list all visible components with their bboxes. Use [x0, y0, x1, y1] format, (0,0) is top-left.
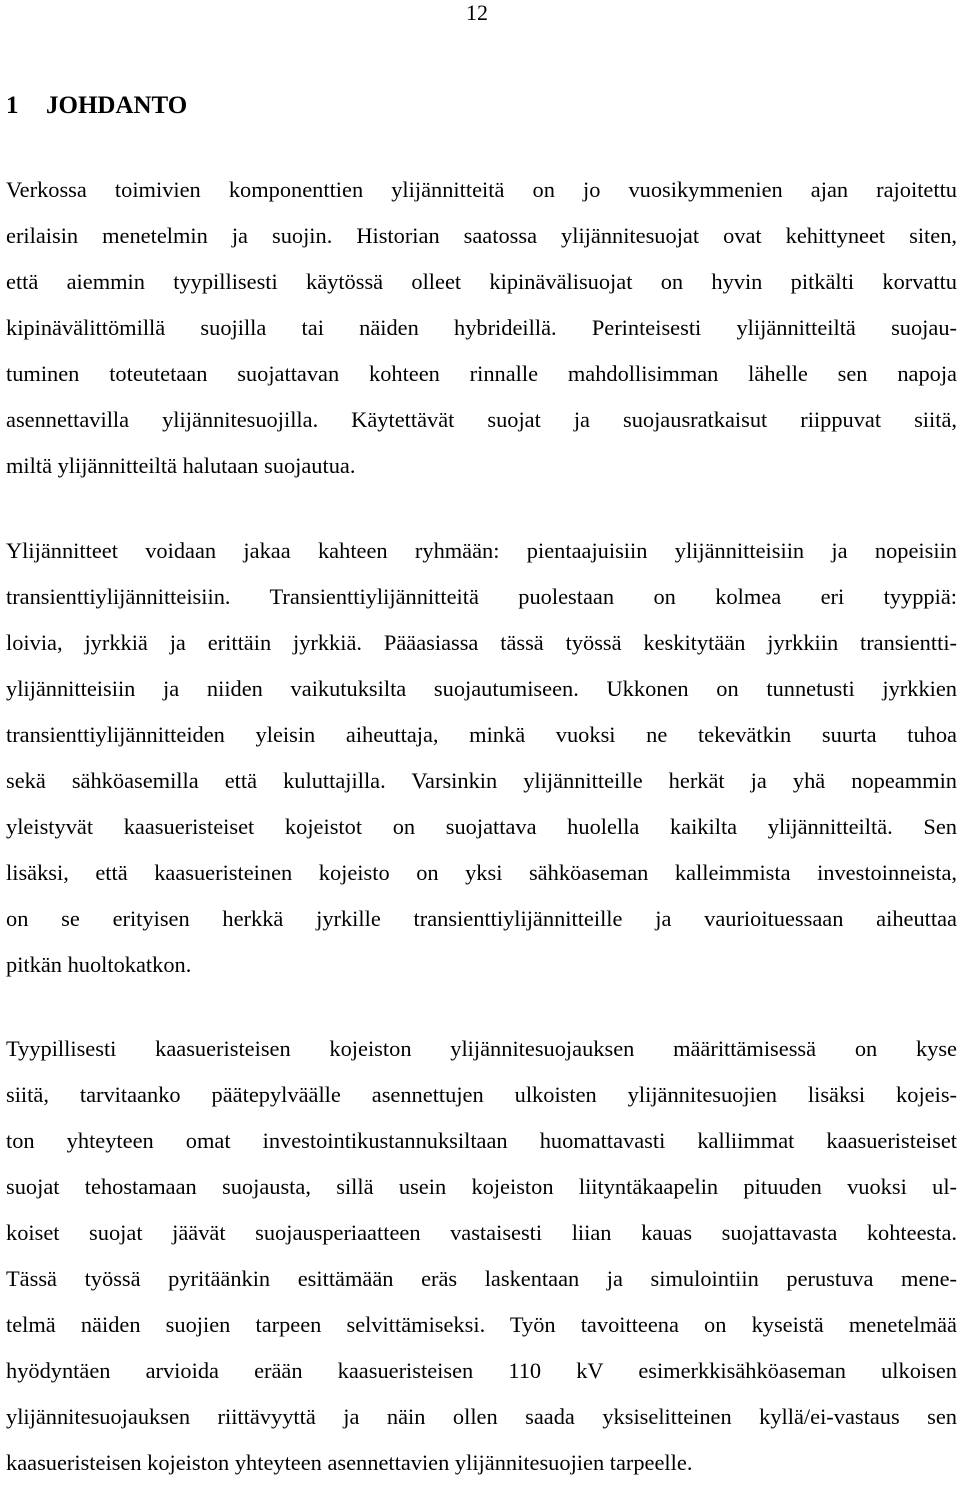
chapter-title: JOHDANTO — [46, 92, 188, 119]
page-number: 12 — [466, 0, 488, 25]
paragraph-2 — [6, 528, 957, 988]
text-line: erilaisin menetelmin ja suojin. Historian saatossa ylijännitesuojat ovat kehittyneet siten, — [6, 223, 957, 248]
text-line: loivia, jyrkkiä ja erittäin jyrkkiä. Pääasiassa tässä työssä keskitytään jyrkkiin transientti- — [6, 630, 957, 655]
chapter-heading — [6, 91, 187, 121]
text-line: kaasueristeisen kojeiston yhteyteen asennettavien ylijännitesuojien tarpeelle. — [6, 1450, 693, 1475]
text-line: miltä ylijännitteiltä halutaan suojautua. — [6, 453, 356, 478]
text-line: tuminen toteutetaan suojattavan kohteen rinnalle mahdollisimman lähelle sen napoja — [6, 361, 957, 386]
text-line: asennettavilla ylijännitesuojilla. Käytettävät suojat ja suojausratkaisut riippuvat siitä, — [6, 407, 957, 432]
text-line: sekä sähköasemilla että kuluttajilla. Varsinkin ylijännitteille herkät ja yhä nopeammin — [6, 768, 957, 793]
text-line: suojat tehostamaan suojausta, sillä usein kojeiston liityntäkaapelin pituuden vuoksi ul- — [6, 1174, 957, 1199]
text-line: transienttiylijännitteisiin. Transienttiylijännitteitä puolestaan on kolmea eri tyyppiä: — [6, 584, 957, 609]
paragraph-3 — [6, 1026, 957, 1486]
text-line: hyödyntäen arvioida erään kaasueristeisen 110 kV esimerkkisähköaseman ulkoisen — [6, 1358, 957, 1383]
text-line: ton yhteyteen omat investointikustannuksiltaan huomattavasti kalliimmat kaasueristeiset — [6, 1128, 957, 1153]
text-line: Verkossa toimivien komponenttien ylijännitteitä on jo vuosikymmenien ajan rajoitettu — [6, 177, 957, 202]
text-line: lisäksi, että kaasueristeinen kojeisto on yksi sähköaseman kalleimmista investoinneista, — [6, 860, 957, 885]
text-line: pitkän huoltokatkon. — [6, 952, 192, 977]
paragraph-1 — [6, 167, 957, 489]
text-line: transienttiylijännitteiden yleisin aiheuttaja, minkä vuoksi ne tekevätkin suurta tuhoa — [6, 722, 957, 747]
text-line: yleistyvät kaasueristeiset kojeistot on suojattava huolella kaikilta ylijännitteiltä. Sen — [6, 814, 957, 839]
text-line: Tyypillisesti kaasueristeisen kojeiston ylijännitesuojauksen määrittämisessä on kyse — [6, 1036, 957, 1061]
text-line: siitä, tarvitaanko päätepylväälle asennettujen ulkoisten ylijännitesuojien lisäksi kojeis- — [6, 1082, 957, 1107]
text-line: kipinävälittömillä suojilla tai näiden hybrideillä. Perinteisesti ylijännitteiltä suojau- — [6, 315, 957, 340]
chapter-number: 1 — [6, 92, 19, 119]
text-line: ylijännitesuojauksen riittävyyttä ja näin ollen saada yksiselitteinen kyllä/ei-vastaus sen — [6, 1404, 957, 1429]
text-line: telmä näiden suojien tarpeen selvittämiseksi. Työn tavoitteena on kyseistä menetelmää — [6, 1312, 957, 1337]
text-line: koiset suojat jäävät suojausperiaatteen vastaisesti liian kauas suojattavasta kohteesta. — [6, 1220, 957, 1245]
text-line: Ylijännitteet voidaan jakaa kahteen ryhmään: pientaajuisiin ylijännitteisiin ja nopeisiin — [6, 538, 957, 563]
text-line: että aiemmin tyypillisesti käytössä olleet kipinävälisuojat on hyvin pitkälti korvattu — [6, 269, 957, 294]
text-line: Tässä työssä pyritäänkin esittämään eräs laskentaan ja simulointiin perustuva mene- — [6, 1266, 957, 1291]
text-line: ylijännitteisiin ja niiden vaikutuksilta suojautumiseen. Ukkonen on tunnetusti jyrkkien — [6, 676, 957, 701]
text-line: on se erityisen herkkä jyrkille transienttiylijännitteille ja vaurioituessaan aiheuttaa — [6, 906, 957, 931]
